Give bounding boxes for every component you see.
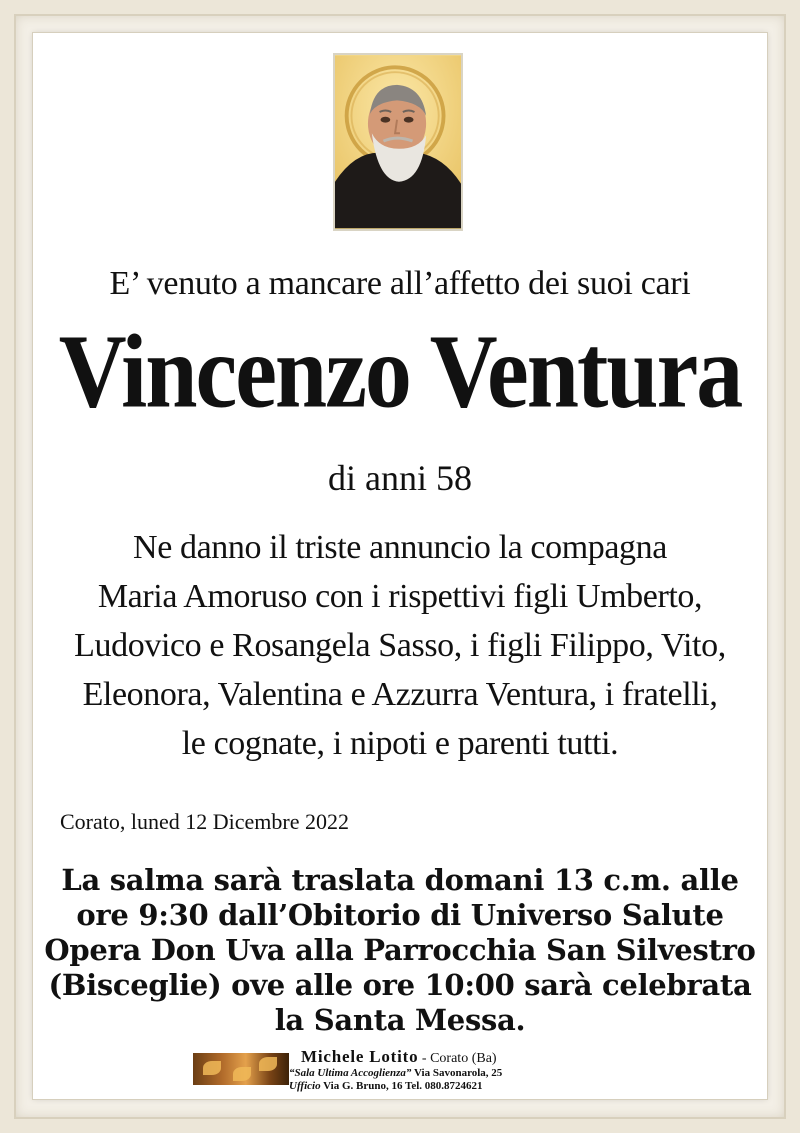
hall-name: “Sala Ultima Accoglienza” — [289, 1067, 412, 1079]
saint-portrait-icon — [335, 55, 461, 229]
intro-line: E’ venuto a mancare all’affetto dei suoi cari — [109, 265, 691, 302]
funeral-line: La salma sarà traslata domani 13 c.m. alle — [61, 863, 739, 897]
funeral-home-name — [301, 1047, 497, 1067]
deceased-name: Vincenzo Ventura — [58, 313, 742, 431]
office-label: Ufficio — [289, 1080, 321, 1092]
hall-address: Via Savonarola, 25 — [411, 1067, 503, 1079]
announcement-line: Maria Amoruso con i rispettivi figli Umberto, — [97, 578, 703, 615]
death-notice — [33, 33, 767, 1099]
announcement-line: Ludovico e Rosangela Sasso, i figli Filippo, Vito, — [74, 627, 726, 664]
company-city: - Corato (Ba) — [418, 1051, 497, 1066]
funeral-home-footer — [193, 1047, 613, 1092]
announcement-text — [33, 523, 767, 768]
office-address — [289, 1080, 483, 1092]
funeral-hall-address — [289, 1067, 502, 1079]
company-name: Michele Lotito — [301, 1047, 419, 1066]
notice-date: Corato, luned 12 Dicembre 2022 — [60, 809, 349, 834]
announcement-line: Eleonora, Valentina e Azzurra Ventura, i fratelli, — [82, 676, 718, 713]
funeral-info — [33, 863, 767, 1038]
funeral-line: Opera Don Uva alla Parrocchia San Silvestro — [44, 933, 756, 967]
funeral-home-logo — [193, 1053, 289, 1085]
office-details: Via G. Bruno, 16 Tel. 080.8724621 — [320, 1080, 483, 1092]
funeral-line: (Bisceglie) ove alle ore 10:00 sarà celebrata — [48, 968, 752, 1002]
saint-portrait — [333, 53, 463, 231]
announcement-line: Ne danno il triste annuncio la compagna — [133, 529, 667, 566]
funeral-line: la Santa Messa. — [274, 1003, 526, 1037]
funeral-line: ore 9:30 dall’Obitorio di Universo Salute — [76, 898, 724, 932]
deceased-age: di anni 58 — [328, 458, 472, 498]
announcement-line: le cognate, i nipoti e parenti tutti. — [181, 725, 619, 762]
